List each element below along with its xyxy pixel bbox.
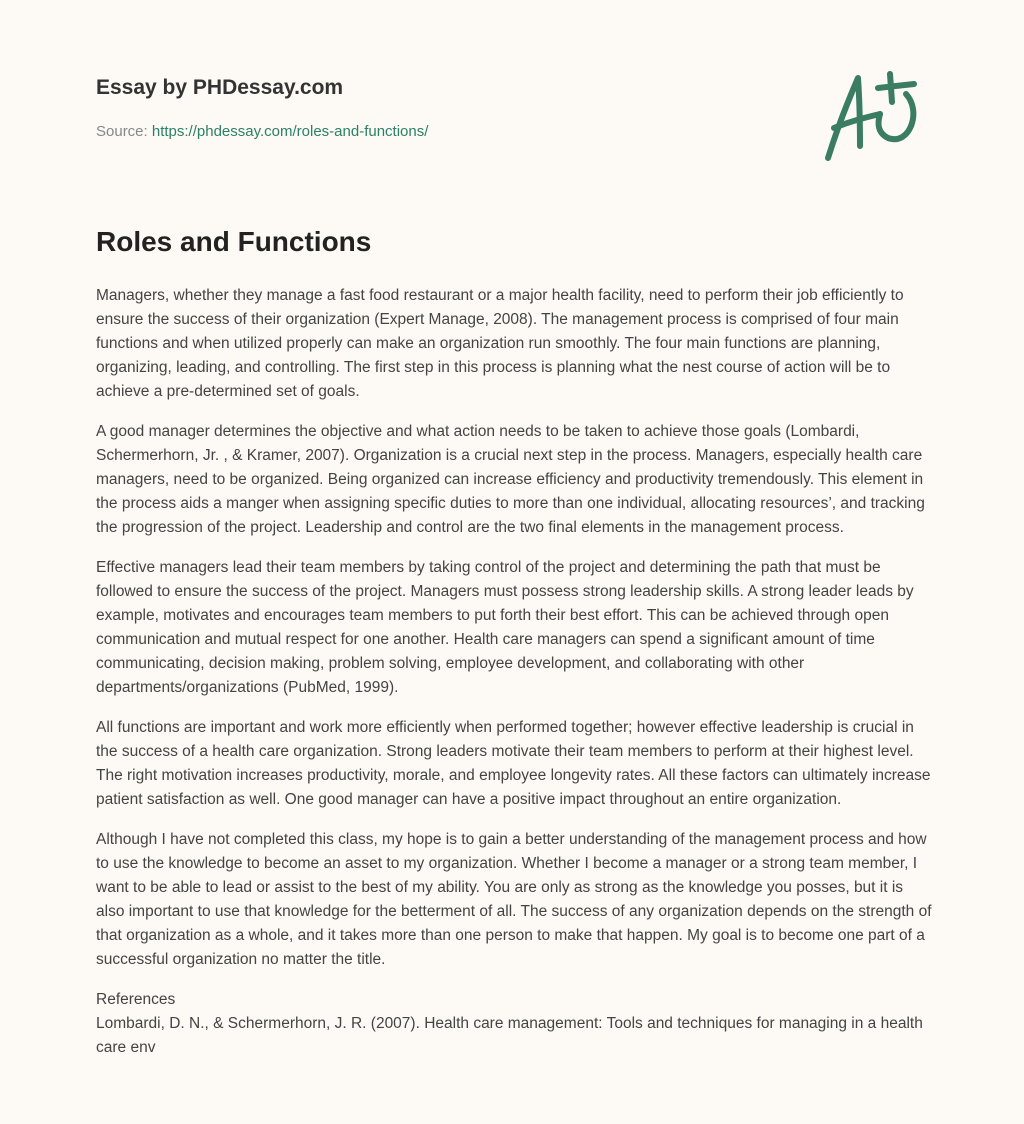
- essay-body: [96, 284, 932, 1060]
- page-title: Roles and Functions: [96, 226, 372, 257]
- reference-item: Lombardi, D. N., & Schermerhorn, J. R. (2007). Health care management: Tools and techniques for managing in a health care env: [96, 1015, 923, 1056]
- paragraph: All functions are important and work more efficiently when performed together; however effective leadership is crucial in the success of a health care organization. Strong leaders motivate their team members to perform at their highest level. The right motivation increases productivity, morale, and employee longevity rates. All these factors can ultimately increase patient satisfaction as well. One good manager can have a positive impact throughout an entire organization.: [96, 719, 931, 808]
- paragraph: Effective managers lead their team members by taking control of the project and determining the path that must be followed to ensure the success of the project. Managers must possess strong leadership skills. A strong leader leads by example, motivates and encourages team members to put forth their best effort. This can be achieved through open communication and mutual respect for one another. Health care managers can spend a significant amount of time communicating, decision making, problem solving, employee development, and collaborating with other departments/organizations (PubMed, 1999).: [96, 559, 914, 696]
- paragraph: A good manager determines the objective and what action needs to be taken to achieve those goals (Lombardi, Schermerhorn, Jr. , & Kramer, 2007). Organization is a crucial next step in the process. Managers, especially health care managers, need to be organized. Being organized can increase efficiency and productivity tremendously. This element in the process aids a manger when assigning specific duties to more than one individual, allocating resources’, and tracking the progression of the project. Leadership and control are the two final elements in the management process.: [96, 423, 925, 536]
- source-link[interactable]: https://phdessay.com/roles-and-functions/: [151, 123, 429, 140]
- paragraph: Although I have not completed this class, my hope is to gain a better understanding of the management process and how to use the knowledge to become an asset to my organization. Whether I become a manager or a strong team member, I want to be able to lead or assist to the best of my ability. You are only as strong as the knowledge you posses, but it is also important to use that knowledge for the betterment of all. The success of any organization depends on the strength of that organization as a whole, and it takes more than one person to make that happen. My goal is to become one part of a successful organization no matter the title.: [96, 831, 932, 968]
- source-label: Source:: [96, 123, 152, 140]
- references-heading: References: [96, 991, 176, 1008]
- references: [96, 988, 932, 1060]
- site-brand: Essay by PHDessay.com: [96, 76, 344, 99]
- source-line: [96, 123, 428, 140]
- paragraph: Managers, whether they manage a fast food restaurant or a major health facility, need to perform their job efficiently to ensure the success of their organization (Expert Manage, 2008). The management process is comprised of four main functions and when utilized properly can make an organization run smoothly. The four main functions are planning, organizing, leading, and controlling. The first step in this process is planning what the nest course of action will be to achieve a pre-determined set of goals.: [96, 287, 904, 400]
- a-plus-logo-icon: [818, 66, 928, 166]
